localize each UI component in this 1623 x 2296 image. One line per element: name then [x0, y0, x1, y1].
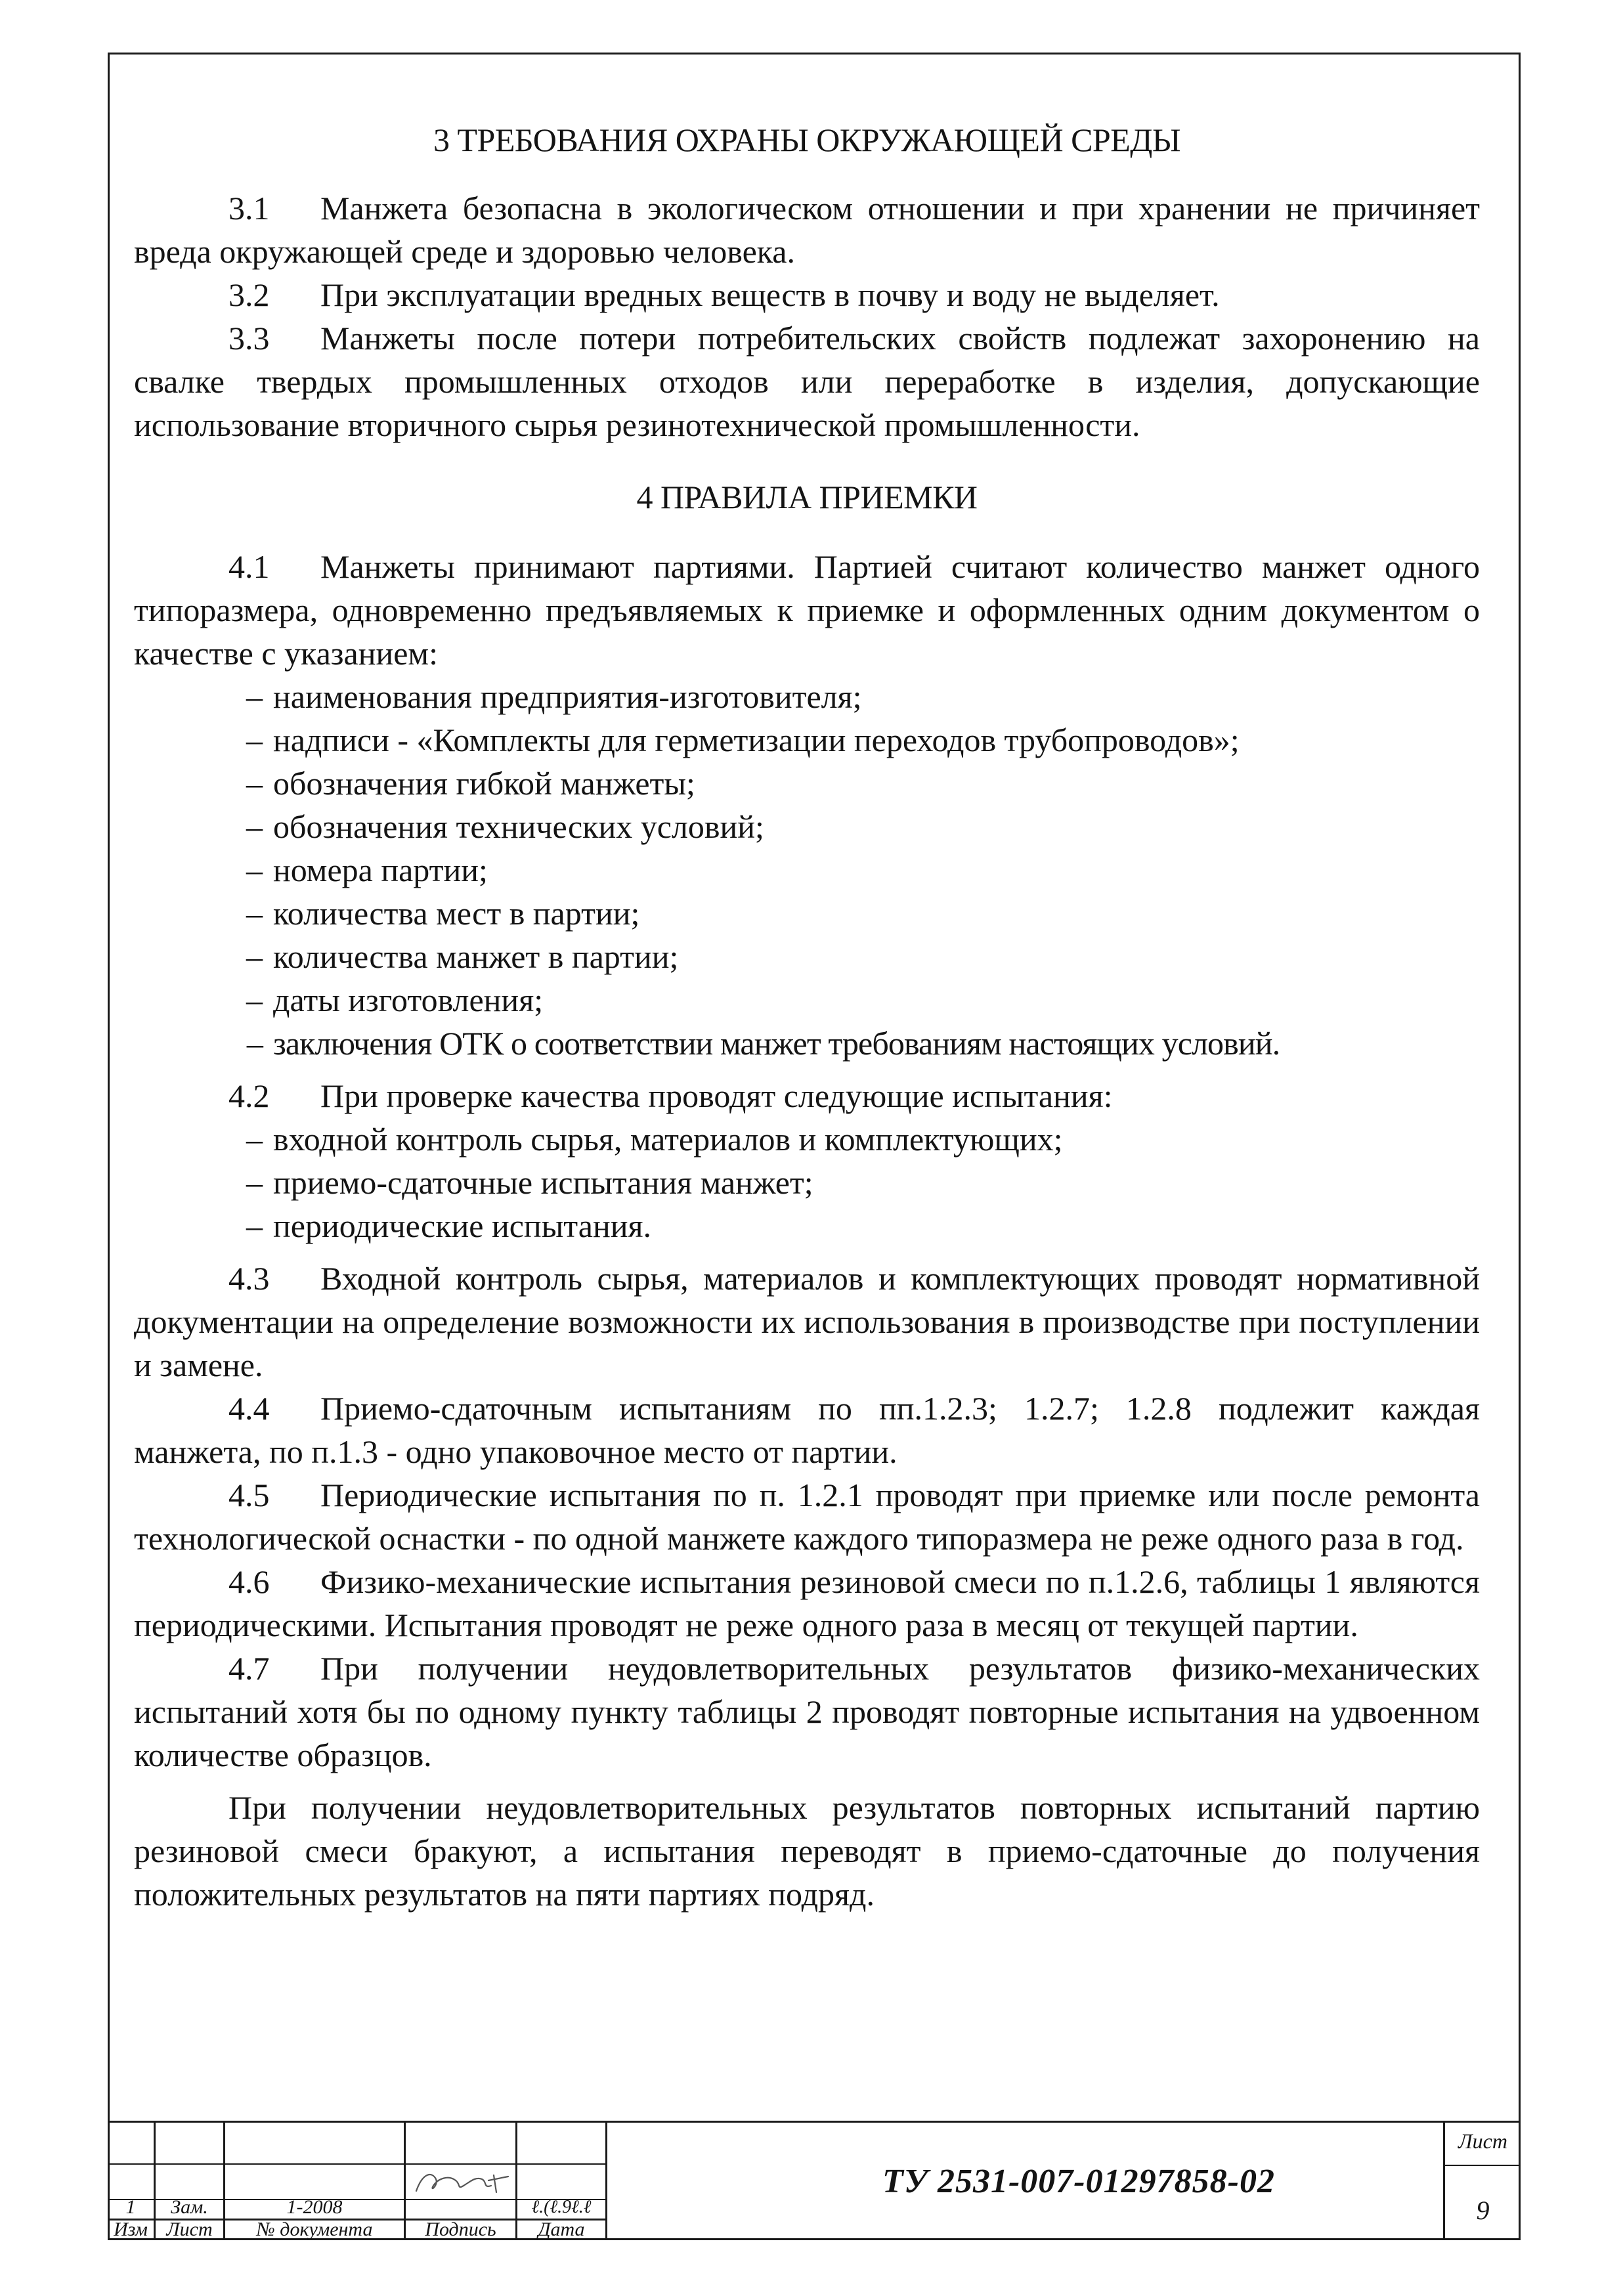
section-3-title: 3 ТРЕБОВАНИЯ ОХРАНЫ ОКРУЖАЮЩЕЙ СРЕДЫ: [433, 121, 1180, 158]
section-4-title: 4 ПРАВИЛА ПРИЕМКИ: [636, 479, 978, 515]
paragraph-text: При эксплуатации вредных веществ в почву и воду не выделяет.: [320, 276, 1220, 313]
doc-no-value: 1-2008: [286, 2196, 343, 2218]
col-date-label: Дата: [538, 2219, 585, 2240]
list-item: – количества мест в партии;: [134, 892, 1480, 935]
paragraph-4-6: [134, 1560, 1480, 1647]
paragraph-number: 3.2: [228, 276, 270, 313]
paragraph-3-3: [134, 316, 1480, 446]
paragraph-text: Периодические испытания по п. 1.2.1 проводят при приемке или после ремонта технологической оснастки - по одной манжете каждого типоразмера не реже одного раза в год.: [134, 1477, 1480, 1557]
change-no-value: 1: [125, 2196, 136, 2218]
paragraph-text: Манжеты после потери потребительских свойств подлежат захоронению на свалке твердых промышленных отходов или переработке в изделия, допускающие использование вторичного сырья резинотехнической промышленности.: [134, 320, 1480, 443]
paragraph-number: 4.3: [228, 1260, 270, 1297]
paragraph-text: Физико-механические испытания резиновой смеси по п.1.2.6, таблицы 1 являются периодическими. Испытания проводят не реже одного раза в месяц от текущей партии.: [134, 1563, 1480, 1643]
table-divider: [1445, 2165, 1521, 2166]
sheet-box: [1443, 2123, 1521, 2240]
list-item: – обозначения гибкой манжеты;: [134, 762, 1480, 805]
list-4-2: [134, 1117, 1480, 1247]
col-doc-label: № документа: [256, 2219, 373, 2240]
list-item: – надписи - «Комплекты для герметизации переходов трубопроводов»;: [134, 718, 1480, 762]
list-item: – количества манжет в партии;: [134, 935, 1480, 978]
list-4-1: [134, 675, 1480, 1065]
document-body: [134, 118, 1480, 1916]
paragraph-number: 4.2: [228, 1077, 270, 1114]
paragraph-text: Манжеты принимают партиями. Партией считают количество манжет одного типоразмера, одновременно предъявляемых к приемке и оформленных одним документом о качестве с указанием:: [134, 548, 1480, 672]
paragraph-3-1: [134, 186, 1480, 273]
col-izm-label: Изм: [114, 2219, 148, 2240]
paragraph-number: 3.3: [228, 320, 270, 357]
paragraph-text: Манжета безопасна в экологическом отношении и при хранении не причиняет вреда окружающей среде и здоровью человека.: [134, 190, 1480, 270]
sheet-number: 9: [1476, 2196, 1490, 2225]
list-item: – номера партии;: [134, 848, 1480, 892]
paragraph-number: 3.1: [228, 190, 270, 227]
list-item: – обозначения технических условий;: [134, 805, 1480, 848]
paragraph-3-2: [134, 273, 1480, 316]
paragraph-text: Приемо-сдаточным испытаниям по пп.1.2.3; 1.2.7; 1.2.8 подлежит каждая манжета, по п.1.3 - одно упаковочное место от партии.: [134, 1390, 1480, 1470]
paragraph-4-3: [134, 1257, 1480, 1387]
list-item: – заключения ОТК о соответствии манжет требованиям настоящих условий.: [134, 1022, 1480, 1065]
sheet-label: Лист: [1458, 2129, 1507, 2153]
paragraph-number: 4.6: [228, 1563, 270, 1600]
paragraph-4-5: [134, 1473, 1480, 1560]
paragraph-4-7-continued: При получении неудовлетворительных результатов повторных испытаний партию резиновой смеси бракуют, а испытания переводят в приемо-сдаточные до получения положительных результатов на пяти партиях подряд.: [134, 1789, 1480, 1913]
paragraph-number: 4.5: [228, 1477, 270, 1513]
paragraph-4-2: [134, 1074, 1480, 1117]
document-designation: ТУ 2531-007-01297858-02: [882, 2163, 1275, 2200]
change-type-value: Зам.: [171, 2196, 208, 2218]
list-item: – даты изготовления;: [134, 978, 1480, 1022]
paragraph-4-1: [134, 545, 1480, 675]
paragraph-number: 4.4: [228, 1390, 270, 1427]
list-item: – наименования предприятия-изготовителя;: [134, 675, 1480, 718]
list-item: – входной контроль сырья, материалов и комплектующих;: [134, 1117, 1480, 1161]
paragraph-text: При проверке качества проводят следующие испытания:: [320, 1077, 1113, 1114]
paragraph-text: При получении неудовлетворительных результатов физико-механических испытаний хотя бы по одному пункту таблицы 2 проводят повторные испытания на удвоенном количестве образцов.: [134, 1650, 1480, 1773]
table-divider: [108, 2163, 607, 2165]
list-item: – периодические испытания.: [134, 1204, 1480, 1247]
list-item: – приемо-сдаточные испытания манжет;: [134, 1161, 1480, 1204]
paragraph-number: 4.7: [228, 1650, 270, 1687]
paragraph-4-4: [134, 1387, 1480, 1473]
signature-icon: [410, 2166, 515, 2199]
col-list-label: Лист: [166, 2219, 213, 2240]
revision-table: [108, 2123, 607, 2240]
col-sign-label: Подпись: [425, 2219, 496, 2240]
paragraph-text: Входной контроль сырья, материалов и комплектующих проводят нормативной документации на определение возможности их использования в производстве при поступлении и замене.: [134, 1260, 1480, 1383]
title-block: [108, 2121, 1521, 2240]
paragraph-4-7: [134, 1647, 1480, 1777]
date-value: ℓ.(ℓ.9ℓ.ℓ: [531, 2197, 592, 2217]
paragraph-number: 4.1: [228, 548, 270, 585]
